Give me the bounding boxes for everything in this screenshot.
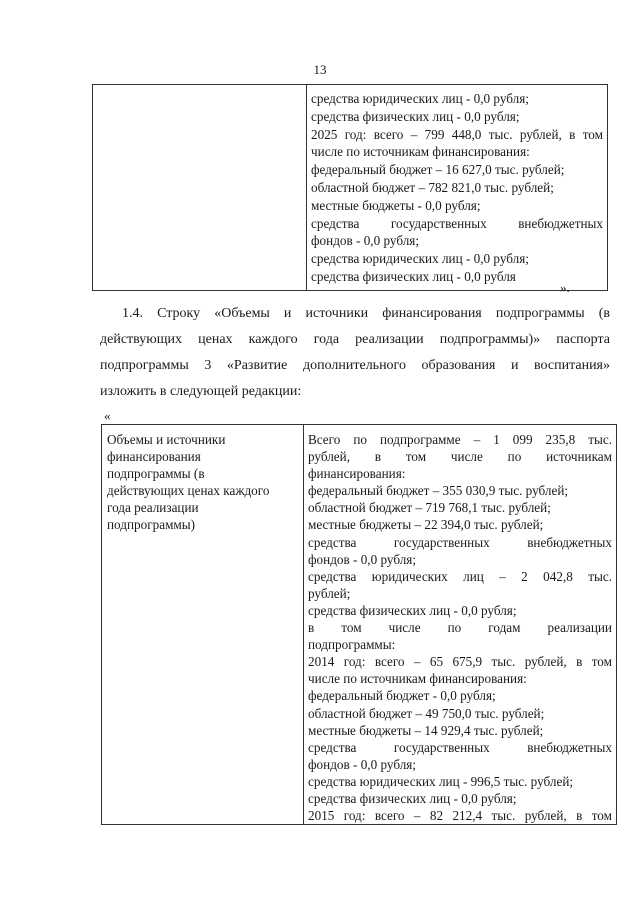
- text-line: средства юридических лиц - 996,5 тыс. рублей;: [308, 773, 574, 789]
- funding-sources-table: [101, 424, 617, 825]
- text-line: местные бюджеты – 22 394,0 тыс. рублей;: [308, 517, 544, 533]
- text-line: числе по источникам финансирования:: [308, 671, 527, 687]
- text-line: средства государственных внебюджетных: [308, 739, 612, 755]
- text-line: средства юридических лиц - 0,0 рубля;: [311, 91, 529, 106]
- text-line: 2014 год: всего – 65 675,9 тыс. рублей, в том: [308, 654, 612, 670]
- row-label-line: Объемы и источники: [107, 432, 226, 447]
- text-line: фондов - 0,0 рубля;: [308, 551, 417, 567]
- text-line: средства физических лиц - 0,0 рубля;: [308, 790, 517, 806]
- table-cell-funding-values: [304, 425, 617, 825]
- text-line: федеральный бюджет – 16 627,0 тыс. рублей;: [311, 162, 565, 178]
- row-label-line: финансирования: [107, 449, 201, 464]
- text-line: средства юридических лиц - 0,0 рубля;: [311, 251, 529, 267]
- text-line: в том числе по годам реализации: [308, 620, 612, 636]
- text-line: 2025 год: всего – 799 448,0 тыс. рублей, в том: [311, 126, 603, 142]
- text-line: областной бюджет – 49 750,0 тыс. рублей;: [308, 705, 545, 721]
- text-line: средства физических лиц - 0,0 рубля;: [311, 108, 520, 124]
- text-line: рублей, в том числе по источникам: [308, 449, 612, 465]
- row-label-line: года реализации: [107, 500, 199, 515]
- text-line: рублей;: [308, 585, 351, 601]
- text-line: фондов - 0,0 рубля;: [311, 233, 420, 249]
- text-line: средства юридических лиц – 2 042,8 тыс.: [308, 568, 612, 584]
- closing-quote: ».: [560, 280, 570, 295]
- text-line: финансирования:: [308, 466, 406, 482]
- paragraph-line: действующих ценах каждого года реализации подпрограммы)» паспорта: [100, 332, 610, 347]
- page-number: 13: [313, 62, 327, 77]
- table-row: [102, 425, 617, 825]
- table-row: [93, 85, 608, 291]
- text-line: фондов - 0,0 рубля;: [308, 756, 417, 772]
- amendment-paragraph: [100, 301, 610, 405]
- table-cell-row-label: [102, 425, 304, 825]
- row-label-line: действующих ценах каждого: [107, 483, 270, 498]
- text-line: средства физических лиц - 0,0 рубля;: [308, 602, 517, 618]
- text-line: числе по источникам финансирования:: [311, 144, 530, 160]
- table-cell-funding-details: [307, 85, 608, 291]
- text-line: 2015 год: всего – 82 212,4 тыс. рублей, в том: [308, 808, 612, 824]
- text-line: федеральный бюджет - 0,0 рубля;: [308, 688, 496, 704]
- row-label-line: подпрограммы): [107, 517, 196, 532]
- text-line: местные бюджеты - 0,0 рубля;: [311, 197, 481, 213]
- text-line: областной бюджет – 782 821,0 тыс. рублей;: [311, 179, 554, 195]
- row-label-line: подпрограммы (в: [107, 466, 205, 481]
- paragraph-line: подпрограммы 3 «Развитие дополнительного образования и воспитания»: [100, 358, 610, 373]
- paragraph-line: 1.4. Строку «Объемы и источники финансирования подпрограммы (в: [122, 306, 610, 321]
- text-line: федеральный бюджет – 355 030,9 тыс. рублей;: [308, 483, 569, 499]
- table-cell-empty: [93, 85, 307, 291]
- text-line: средства государственных внебюджетных: [308, 534, 612, 550]
- text-line: Всего по подпрограмме – 1 099 235,8 тыс.: [308, 432, 612, 447]
- text-line: средства государственных внебюджетных: [311, 215, 603, 231]
- continued-funding-table: [92, 84, 608, 291]
- text-line: областной бюджет – 719 768,1 тыс. рублей;: [308, 500, 551, 516]
- paragraph-line: изложить в следующей редакции:: [100, 384, 302, 399]
- text-line: средства физических лиц - 0,0 рубля: [311, 268, 516, 284]
- text-line: подпрограммы:: [308, 637, 396, 653]
- text-line: местные бюджеты – 14 929,4 тыс. рублей;: [308, 722, 544, 738]
- opening-quote: «: [104, 408, 111, 423]
